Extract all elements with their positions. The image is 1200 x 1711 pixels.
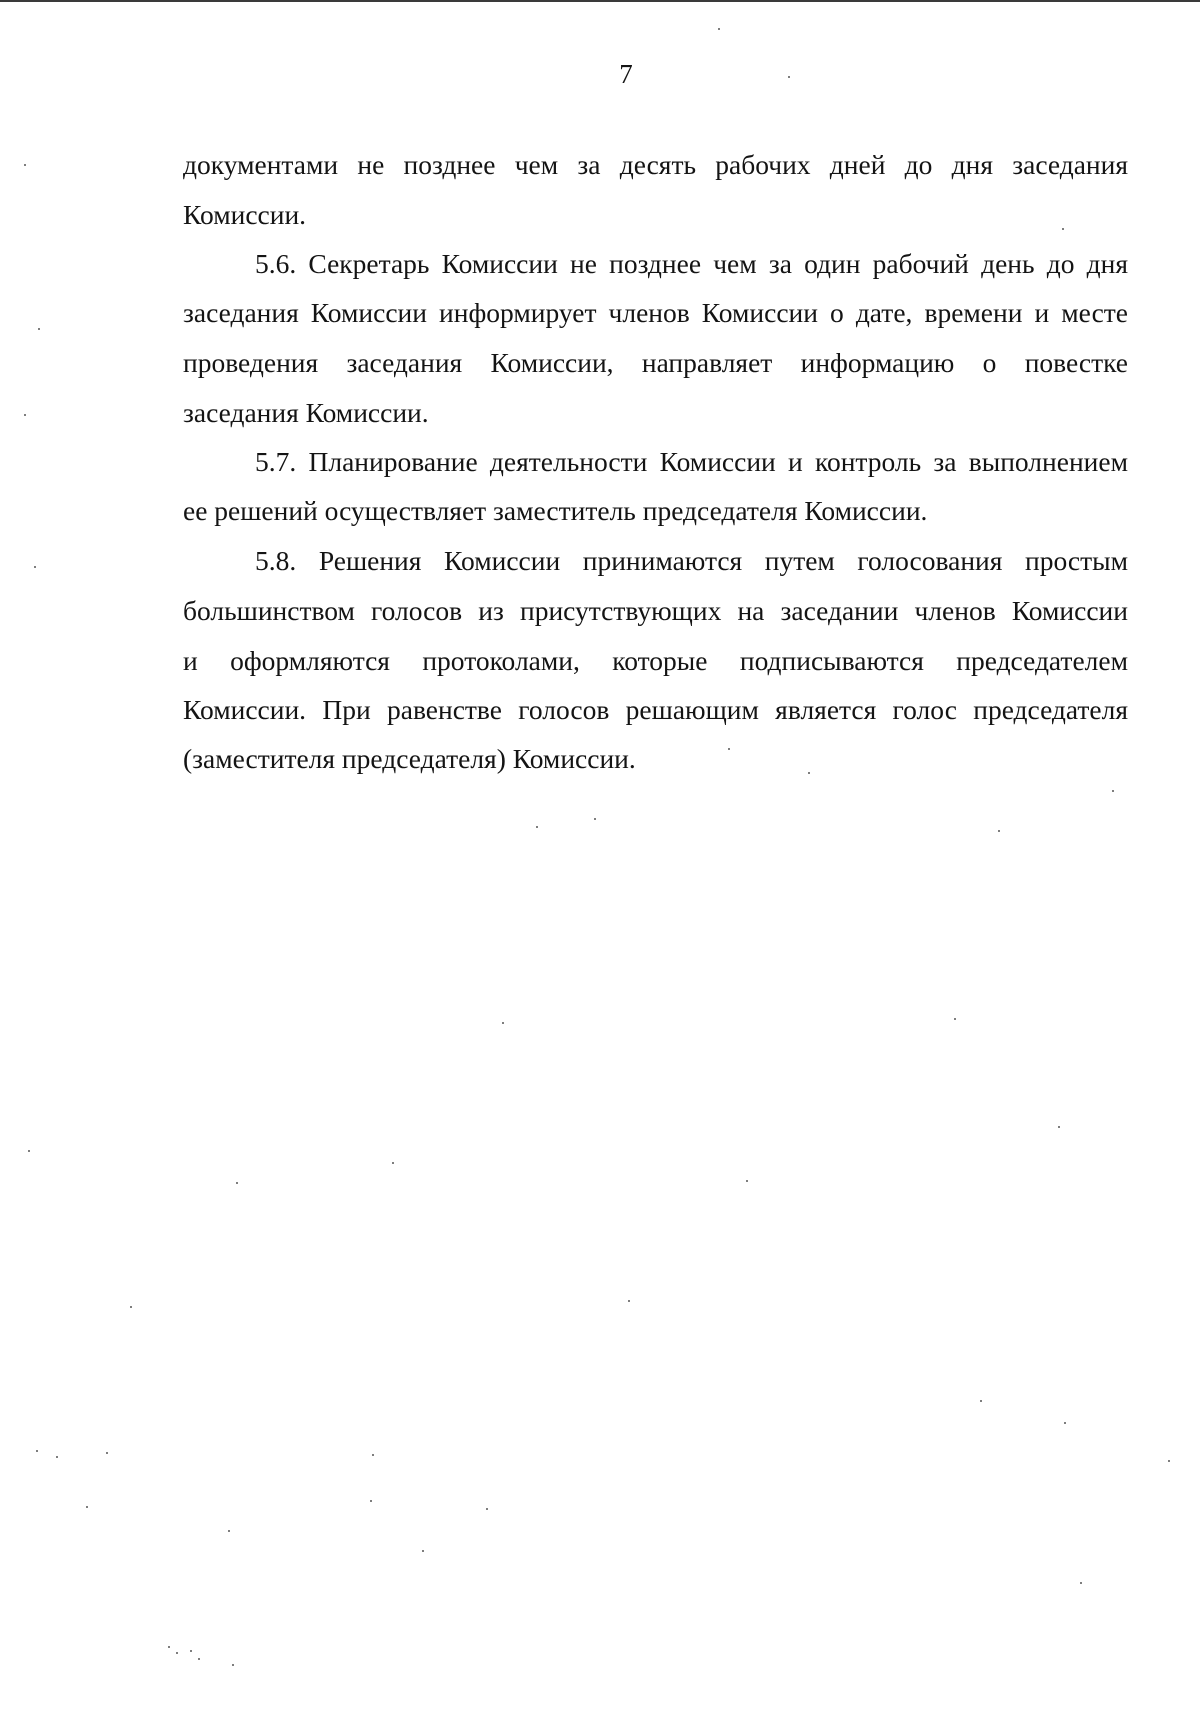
scan-speck bbox=[176, 1652, 178, 1654]
paragraph-line: Комиссии. При равенстве голосов решающим является голос председателя bbox=[183, 694, 1128, 725]
scan-speck bbox=[502, 1022, 504, 1024]
scan-speck bbox=[536, 826, 538, 828]
paragraph-line: 5.7. Планирование деятельности Комиссии и контроль за выполнением bbox=[255, 446, 1128, 477]
paragraph-line: 5.6. Секретарь Комиссии не позднее чем за один рабочий день до дня bbox=[255, 248, 1128, 279]
paragraph-line: проведения заседания Комиссии, направляет информацию о повестке bbox=[183, 347, 1128, 378]
paragraph-line: заседания Комиссии. bbox=[183, 397, 429, 428]
paragraph-line: заседания Комиссии информирует членов Комиссии о дате, времени и месте bbox=[183, 297, 1128, 328]
paragraph-line: Комиссии. bbox=[183, 199, 307, 230]
scan-speck bbox=[28, 1150, 30, 1152]
scan-speck bbox=[788, 76, 790, 78]
scan-speck bbox=[86, 1506, 88, 1508]
scan-speck bbox=[56, 1456, 58, 1458]
scan-speck bbox=[998, 830, 1000, 832]
scan-speck bbox=[34, 566, 36, 568]
scan-speck bbox=[728, 748, 730, 750]
scan-speck bbox=[228, 1530, 230, 1532]
scan-speck bbox=[38, 328, 40, 330]
scan-speck bbox=[190, 1650, 192, 1652]
scan-speck bbox=[808, 772, 810, 774]
scan-speck bbox=[954, 1018, 956, 1020]
scan-speck bbox=[1062, 228, 1064, 230]
scan-speck bbox=[628, 1300, 630, 1302]
scan-speck bbox=[232, 1664, 234, 1666]
paragraph-line: ее решений осуществляет заместитель председателя Комиссии. bbox=[183, 495, 928, 526]
paragraph-line: и оформляются протоколами, которые подписываются председателем bbox=[183, 645, 1128, 676]
scan-speck bbox=[1058, 1126, 1060, 1128]
paragraph-line: (заместителя председателя) Комиссии. bbox=[183, 743, 636, 774]
scan-top-edge bbox=[0, 0, 1200, 2]
scan-speck bbox=[106, 1452, 108, 1454]
scan-speck bbox=[372, 1454, 374, 1456]
scan-speck bbox=[36, 1450, 38, 1452]
scan-speck bbox=[168, 1646, 170, 1648]
paragraph-line: 5.8. Решения Комиссии принимаются путем голосования простым bbox=[255, 545, 1128, 576]
paragraph-line: большинством голосов из присутствующих на заседании членов Комиссии bbox=[183, 595, 1128, 626]
scan-speck bbox=[1064, 1422, 1066, 1424]
scan-speck bbox=[24, 414, 26, 416]
page-number: 7 bbox=[619, 59, 633, 89]
scan-speck bbox=[198, 1658, 200, 1660]
scan-speck bbox=[718, 28, 720, 30]
scan-speck bbox=[370, 1500, 372, 1502]
scan-speck bbox=[1168, 1460, 1170, 1462]
scan-speck bbox=[594, 818, 596, 820]
scan-speck bbox=[486, 1508, 488, 1510]
scan-speck bbox=[24, 164, 26, 166]
scan-speck bbox=[130, 1306, 132, 1308]
scan-speck bbox=[980, 1400, 982, 1402]
scan-speck bbox=[1080, 1582, 1082, 1584]
scan-speck bbox=[236, 1182, 238, 1184]
scan-speck bbox=[422, 1550, 424, 1552]
scan-speck bbox=[392, 1162, 394, 1164]
paragraph-line: документами не позднее чем за десять рабочих дней до дня заседания bbox=[183, 149, 1128, 180]
scan-speck bbox=[1112, 790, 1114, 792]
scan-speck bbox=[746, 1180, 748, 1182]
